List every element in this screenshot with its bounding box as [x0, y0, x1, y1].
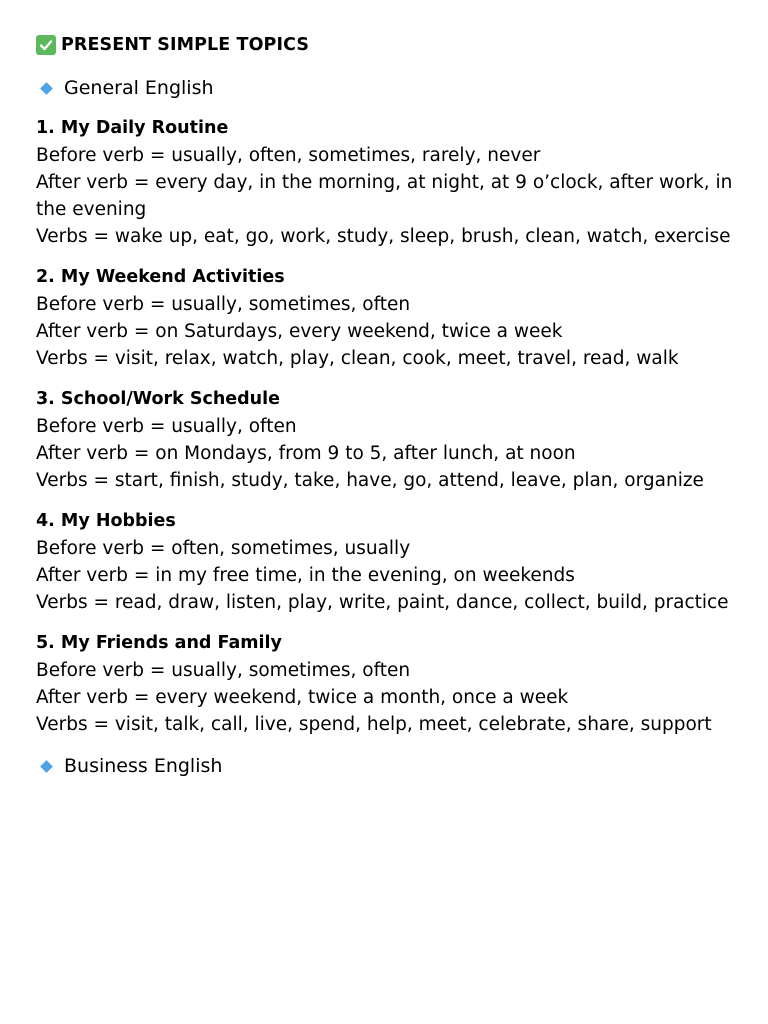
topic-school-work-schedule: [36, 386, 736, 494]
category-business-english: [36, 752, 736, 780]
topic-daily-routine: [36, 115, 736, 250]
before-verb-line: Before verb = often, sometimes, usually: [36, 538, 411, 559]
blue-diamond-icon: [40, 82, 53, 95]
category-label: General English: [64, 77, 214, 99]
check-mark-box-icon: [36, 35, 56, 55]
topic-hobbies: [36, 508, 736, 616]
after-verb-line: After verb = every day, in the morning, at night, at 9 o’clock, after work, in the evening: [36, 172, 733, 220]
after-verb-line: After verb = in my free time, in the evening, on weekends: [36, 565, 575, 586]
category-label: Business English: [64, 755, 223, 777]
verbs-line: Verbs = start, finish, study, take, have, go, attend, leave, plan, organize: [36, 470, 704, 491]
category-general-english: [36, 74, 736, 102]
verbs-line: Verbs = visit, talk, call, live, spend, help, meet, celebrate, share, support: [36, 714, 712, 735]
before-verb-line: Before verb = usually, often, sometimes, rarely, never: [36, 145, 541, 166]
after-verb-line: After verb = on Mondays, from 9 to 5, after lunch, at noon: [36, 443, 576, 464]
before-verb-line: Before verb = usually, often: [36, 416, 297, 437]
after-verb-line: After verb = on Saturdays, every weekend, twice a week: [36, 321, 563, 342]
page-title: PRESENT SIMPLE TOPICS: [61, 35, 310, 55]
topic-heading: 5. My Friends and Family: [36, 633, 282, 653]
verbs-line: Verbs = wake up, eat, go, work, study, sleep, brush, clean, watch, exercise: [36, 226, 731, 247]
topic-weekend-activities: [36, 264, 736, 372]
before-verb-line: Before verb = usually, sometimes, often: [36, 660, 411, 681]
topic-heading: 3. School/Work Schedule: [36, 389, 281, 409]
verbs-line: Verbs = visit, relax, watch, play, clean, cook, meet, travel, read, walk: [36, 348, 679, 369]
after-verb-line: After verb = every weekend, twice a month, once a week: [36, 687, 569, 708]
title-row: [36, 32, 736, 58]
topic-heading: 4. My Hobbies: [36, 511, 176, 531]
before-verb-line: Before verb = usually, sometimes, often: [36, 294, 411, 315]
topic-heading: 1. My Daily Routine: [36, 118, 229, 138]
document-page: [36, 32, 736, 793]
blue-diamond-icon: [40, 760, 53, 773]
topic-heading: 2. My Weekend Activities: [36, 267, 285, 287]
verbs-line: Verbs = read, draw, listen, play, write, paint, dance, collect, build, practice: [36, 592, 729, 613]
topic-friends-and-family: [36, 630, 736, 738]
